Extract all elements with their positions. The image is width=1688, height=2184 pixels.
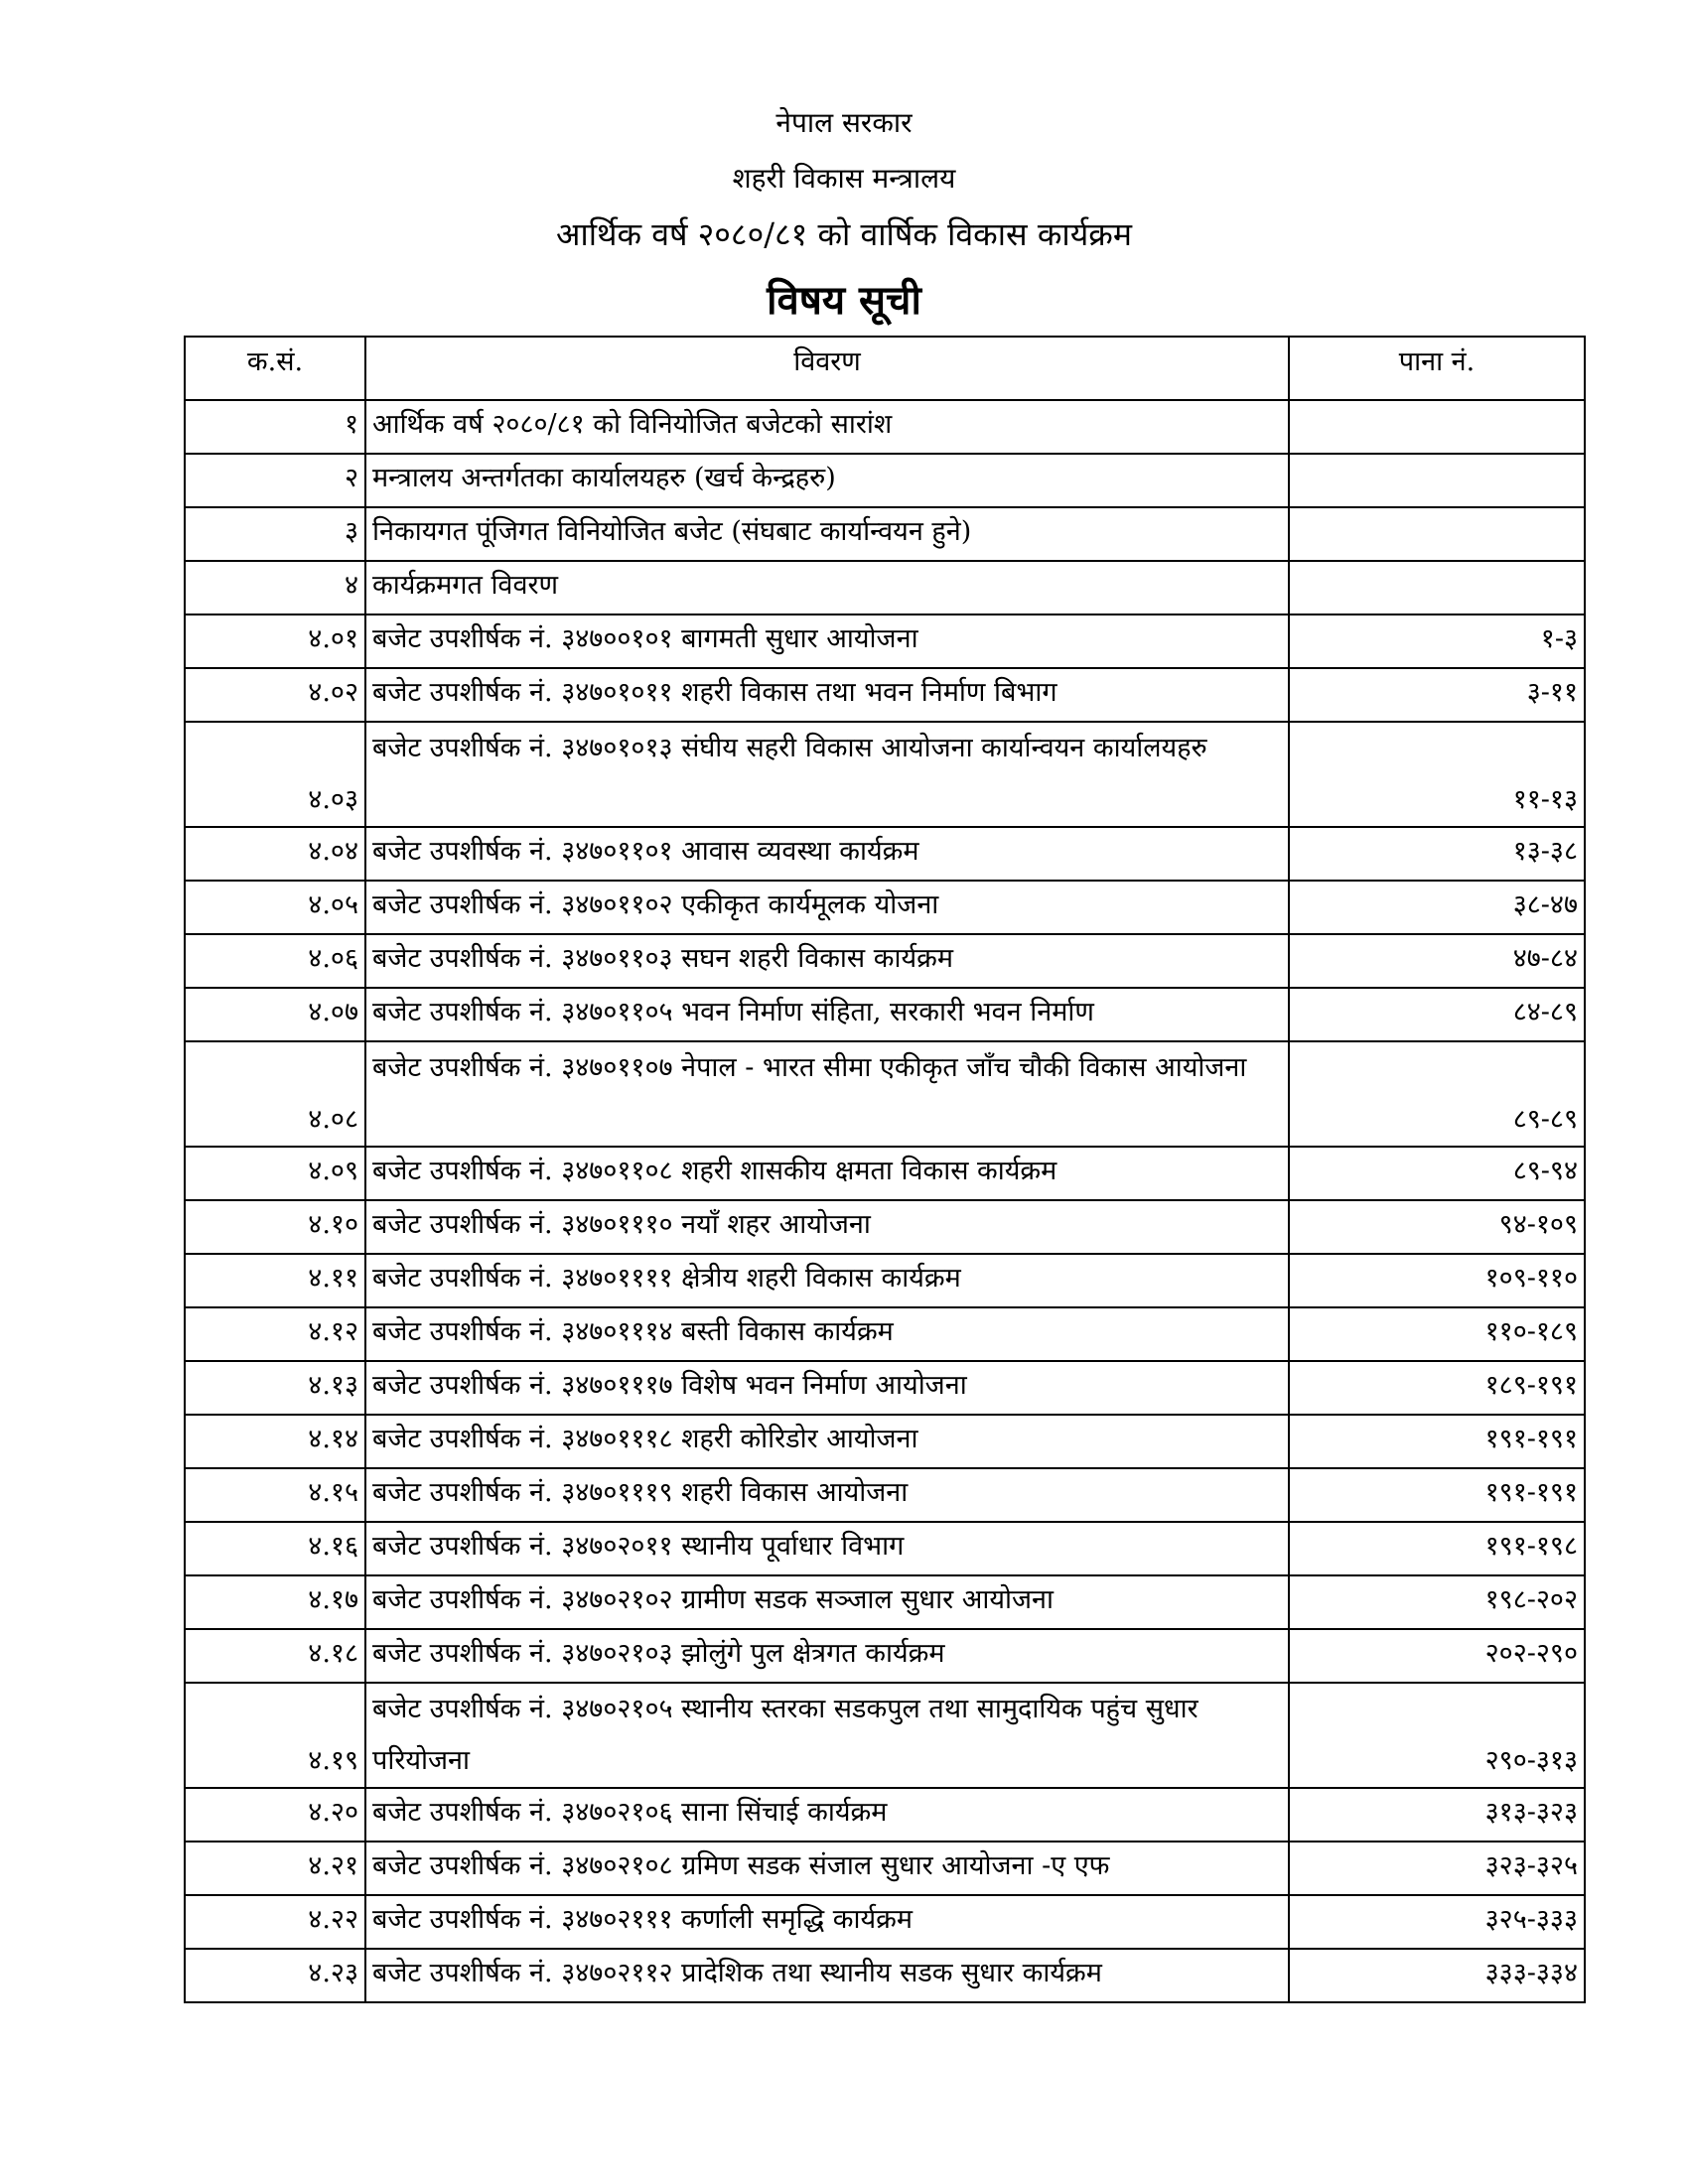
table-row [185, 1788, 1585, 1842]
row-description: बजेट उपशीर्षक नं. ३४७०२१०५ स्थानीय स्तरका सडकपुल तथा सामुदायिक पहुंच सुधार परियोजना [365, 1683, 1289, 1788]
row-page-range: २०२-२९० [1289, 1629, 1585, 1683]
table-body [185, 400, 1585, 2002]
row-serial-number: ४.१७ [185, 1575, 365, 1629]
row-serial-number: ४.११ [185, 1254, 365, 1307]
row-serial-number: ४.१६ [185, 1522, 365, 1575]
row-page-range: १०९-११० [1289, 1254, 1585, 1307]
table-row [185, 668, 1585, 722]
row-serial-number: ४.१० [185, 1200, 365, 1254]
row-description: बजेट उपशीर्षक नं. ३४७०२११२ प्रादेशिक तथा स्थानीय सडक सुधार कार्यक्रम [365, 1949, 1289, 2002]
row-page-range: ३२५-३३३ [1289, 1895, 1585, 1949]
table-row [185, 1307, 1585, 1361]
table-row [185, 561, 1585, 614]
row-page-range: ३-११ [1289, 668, 1585, 722]
table-row [185, 1895, 1585, 1949]
table-row [185, 614, 1585, 668]
row-serial-number: ४.०९ [185, 1147, 365, 1200]
row-page-range: ३२३-३२५ [1289, 1842, 1585, 1895]
row-description: बजेट उपशीर्षक नं. ३४७०१११९ शहरी विकास आयोजना [365, 1468, 1289, 1522]
row-page-range: १९८-२०२ [1289, 1575, 1585, 1629]
row-page-range [1289, 400, 1585, 454]
row-page-range [1289, 507, 1585, 561]
row-description: बजेट उपशीर्षक नं. ३४७०२१११ कर्णाली समृद्धि कार्यक्रम [365, 1895, 1289, 1949]
row-serial-number: ४.१३ [185, 1361, 365, 1415]
row-serial-number: ४.०८ [185, 1041, 365, 1147]
row-description: बजेट उपशीर्षक नं. ३४७०१११४ बस्ती विकास कार्यक्रम [365, 1307, 1289, 1361]
table-row [185, 1200, 1585, 1254]
row-page-range [1289, 454, 1585, 507]
table-row [185, 1361, 1585, 1415]
table-row [185, 827, 1585, 881]
row-description: बजेट उपशीर्षक नं. ३४७०१११८ शहरी कोरिडोर आयोजना [365, 1415, 1289, 1468]
table-row [185, 1949, 1585, 2002]
table-row [185, 1041, 1585, 1147]
table-row [185, 722, 1585, 827]
table-row [185, 1683, 1585, 1788]
row-page-range: ८९-९४ [1289, 1147, 1585, 1200]
table-row [185, 1629, 1585, 1683]
row-description: बजेट उपशीर्षक नं. ३४७०२०११ स्थानीय पूर्वाधार विभाग [365, 1522, 1289, 1575]
row-description: बजेट उपशीर्षक नं. ३४७०२१०६ साना सिंचाई कार्यक्रम [365, 1788, 1289, 1842]
row-page-range: ११-१३ [1289, 722, 1585, 827]
row-description: बजेट उपशीर्षक नं. ३४७०१०११ शहरी विकास तथा भवन निर्माण बिभाग [365, 668, 1289, 722]
row-description: निकायगत पूंजिगत विनियोजित बजेट (संघबाट कार्यान्वयन हुने) [365, 507, 1289, 561]
row-serial-number: ४.१८ [185, 1629, 365, 1683]
row-description: बजेट उपशीर्षक नं. ३४७०११११ क्षेत्रीय शहरी विकास कार्यक्रम [365, 1254, 1289, 1307]
row-page-range: ३३३-३३४ [1289, 1949, 1585, 2002]
table-row [185, 1842, 1585, 1895]
row-serial-number: ४.२२ [185, 1895, 365, 1949]
header-page-number: पाना नं. [1289, 337, 1585, 400]
table-row [185, 1468, 1585, 1522]
row-page-range: ९४-१०९ [1289, 1200, 1585, 1254]
government-name: नेपाल सरकार [775, 106, 913, 139]
row-description: बजेट उपशीर्षक नं. ३४७०११०३ सघन शहरी विकास कार्यक्रम [365, 934, 1289, 988]
row-page-range: ११०-१८९ [1289, 1307, 1585, 1361]
table-row [185, 1522, 1585, 1575]
row-page-range: १९१-१९१ [1289, 1468, 1585, 1522]
row-description: मन्त्रालय अन्तर्गतका कार्यालयहरु (खर्च केन्द्रहरु) [365, 454, 1289, 507]
row-description: बजेट उपशीर्षक नं. ३४७०११०१ आवास व्यवस्था कार्यक्रम [365, 827, 1289, 881]
table-row [185, 1575, 1585, 1629]
row-serial-number: ४.२० [185, 1788, 365, 1842]
row-description: आर्थिक वर्ष २०८०/८१ को विनियोजित बजेटको सारांश [365, 400, 1289, 454]
table-of-contents [184, 336, 1586, 2003]
row-serial-number: १ [185, 400, 365, 454]
row-description: बजेट उपशीर्षक नं. ३४७०११०८ शहरी शासकीय क्षमता विकास कार्यक्रम [365, 1147, 1289, 1200]
row-page-range: ४७-८४ [1289, 934, 1585, 988]
row-description: बजेट उपशीर्षक नं. ३४७०११०५ भवन निर्माण संहिता, सरकारी भवन निर्माण [365, 988, 1289, 1041]
row-page-range: १९१-१९८ [1289, 1522, 1585, 1575]
row-description: कार्यक्रमगत विवरण [365, 561, 1289, 614]
table-row [185, 988, 1585, 1041]
row-serial-number: ४ [185, 561, 365, 614]
row-description: बजेट उपशीर्षक नं. ३४७०२१०८ ग्रमिण सडक संजाल सुधार आयोजना -ए एफ [365, 1842, 1289, 1895]
header-description: विवरण [365, 337, 1289, 400]
row-serial-number: ४.१५ [185, 1468, 365, 1522]
page-title: विषय सूची [767, 277, 921, 324]
row-page-range: १-३ [1289, 614, 1585, 668]
row-description: बजेट उपशीर्षक नं. ३४७०१११७ विशेष भवन निर्माण आयोजना [365, 1361, 1289, 1415]
row-serial-number: ४.१९ [185, 1683, 365, 1788]
ministry-name: शहरी विकास मन्त्रालय [732, 162, 956, 195]
row-serial-number: २ [185, 454, 365, 507]
row-description: बजेट उपशीर्षक नं. ३४७०१०१३ संघीय सहरी विकास आयोजना कार्यान्वयन कार्यालयहरु [365, 722, 1289, 827]
row-serial-number: ४.०३ [185, 722, 365, 827]
row-description: बजेट उपशीर्षक नं. ३४७०११०७ नेपाल - भारत सीमा एकीकृत जाँच चौकी विकास आयोजना [365, 1041, 1289, 1147]
program-title: आर्थिक वर्ष २०८०/८१ को वार्षिक विकास कार्यक्रम [556, 215, 1132, 253]
row-page-range: ८४-८९ [1289, 988, 1585, 1041]
row-serial-number: ४.०६ [185, 934, 365, 988]
header-serial-number: क.सं. [185, 337, 365, 400]
row-page-range: १९१-१९१ [1289, 1415, 1585, 1468]
table-row [185, 881, 1585, 934]
row-serial-number: ४.१४ [185, 1415, 365, 1468]
row-serial-number: ४.०२ [185, 668, 365, 722]
row-serial-number: ४.२१ [185, 1842, 365, 1895]
row-description: बजेट उपशीर्षक नं. ३४७०२१०२ ग्रामीण सडक सञ्जाल सुधार आयोजना [365, 1575, 1289, 1629]
row-page-range: ३१३-३२३ [1289, 1788, 1585, 1842]
table-row [185, 1147, 1585, 1200]
row-page-range: १३-३८ [1289, 827, 1585, 881]
row-serial-number: ४.०७ [185, 988, 365, 1041]
row-serial-number: ४.०५ [185, 881, 365, 934]
row-description: बजेट उपशीर्षक नं. ३४७०११०२ एकीकृत कार्यमूलक योजना [365, 881, 1289, 934]
row-serial-number: ४.०४ [185, 827, 365, 881]
row-page-range: ८९-८९ [1289, 1041, 1585, 1147]
row-page-range: २९०-३१३ [1289, 1683, 1585, 1788]
row-description: बजेट उपशीर्षक नं. ३४७०२१०३ झोलुंगे पुल क्षेत्रगत कार्यक्रम [365, 1629, 1289, 1683]
table-row [185, 507, 1585, 561]
table-row [185, 1415, 1585, 1468]
document-header [0, 95, 1688, 336]
row-serial-number: ४.०१ [185, 614, 365, 668]
row-page-range: ३८-४७ [1289, 881, 1585, 934]
row-serial-number: ४.२३ [185, 1949, 365, 2002]
table-header-row [185, 337, 1585, 400]
row-serial-number: ३ [185, 507, 365, 561]
table-row [185, 1254, 1585, 1307]
row-page-range: १८९-१९१ [1289, 1361, 1585, 1415]
row-serial-number: ४.१२ [185, 1307, 365, 1361]
row-page-range [1289, 561, 1585, 614]
row-description: बजेट उपशीर्षक नं. ३४७००१०१ बागमती सुधार आयोजना [365, 614, 1289, 668]
table-row [185, 400, 1585, 454]
table-row [185, 454, 1585, 507]
table-row [185, 934, 1585, 988]
row-description: बजेट उपशीर्षक नं. ३४७०१११० नयाँ शहर आयोजना [365, 1200, 1289, 1254]
